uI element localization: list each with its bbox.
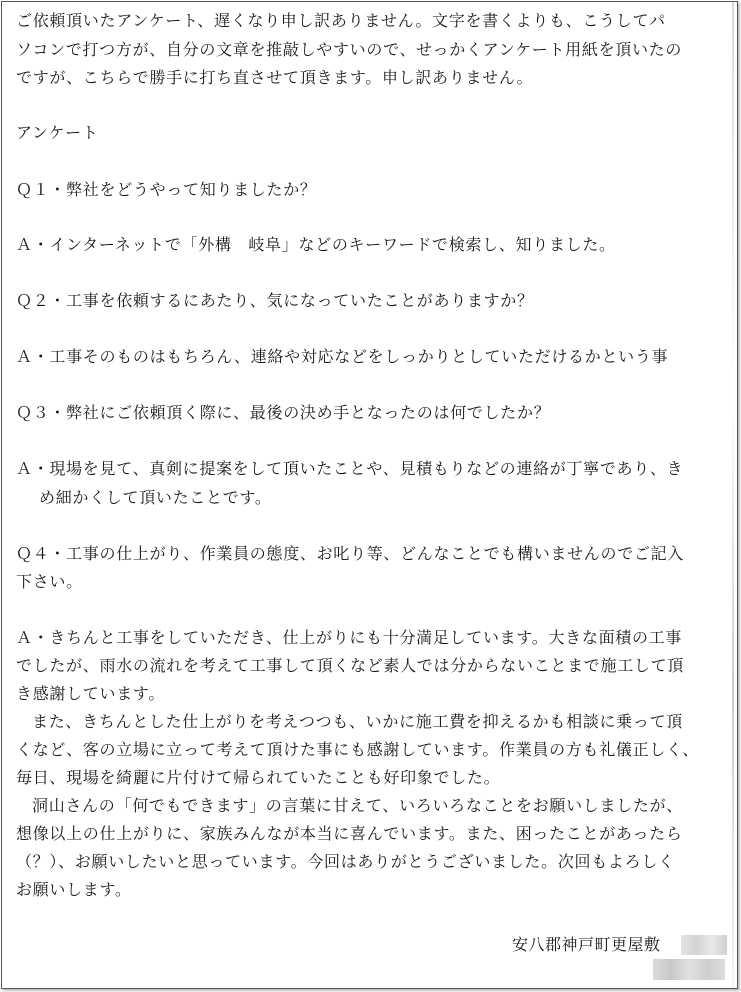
answer-4-line-1: Ａ・きちんと工事をしていただき、仕上がりにも十分満足しています。大きな面積の工事: [16, 628, 683, 647]
answer-4-line-9: （？）、お願いしたいと思っています。今回はありがとうございました。次回もよろしく: [16, 852, 675, 871]
answer-1: Ａ・インターネットで「外構 岐阜」などのキーワードで検索し、知りました。: [16, 235, 616, 254]
question-1: Ｑ１・弊社をどうやって知りましたか？: [16, 180, 317, 199]
answer-4-line-3: き感謝しています。: [16, 684, 166, 703]
answer-3-line-2: め細かくして頂いたことです。: [39, 488, 272, 507]
answer-4-line-5: くなど、客の立場に立って考えて頂けた事にも感謝しています。作業員の方も礼儀正しく、: [16, 740, 700, 759]
question-4-line-2: 下さい。: [16, 572, 83, 591]
question-3: Ｑ３・弊社にご依頼頂く際に、最後の決め手となったのは何でしたか？: [16, 403, 551, 422]
scan-edge-shading: [732, 2, 734, 988]
question-4-line-1: Ｑ４・工事の仕上がり、作業員の態度、お叱り等、どんなことでも構いませんのでご記入: [16, 544, 685, 563]
survey-letter-page: [1, 1, 738, 989]
redacted-name-block: [653, 959, 725, 980]
intro-line-2: ソコンで打つ方が、自分の文章を推敲しやすいので、せっかくアンケート用紙を頂いたの: [16, 40, 683, 59]
answer-4-line-6: 毎日、現場を綺麗に片付けて帰られていたことも好印象でした。: [16, 768, 501, 787]
answer-4-line-10: お願いします。: [16, 880, 132, 899]
intro-line-3: ですが、こちらで勝手に打ち直させて頂きます。申し訳ありません。: [16, 68, 534, 87]
answer-2: Ａ・工事そのものはもちろん、連絡や対応などをしっかりとしていただけるかという事: [16, 347, 669, 366]
answer-4-line-2: でしたが、雨水の流れを考えて工事して頂くなど素人では分からないことまで施工して頂: [16, 656, 685, 675]
question-2: Ｑ２・工事を依頼するにあたり、気になっていたことがありますか？: [16, 291, 534, 310]
survey-heading: アンケート: [16, 123, 99, 142]
answer-4-line-4: また、きちんとした仕上がりを考えつつも、いかに施工費を抑えるかも相談に乗って頂: [32, 712, 683, 731]
answer-4-line-8: 想像以上の仕上がりに、家族みんなが本当に喜んでいます。また、困ったことがあったら: [16, 824, 683, 843]
answer-3-line-1: Ａ・現場を見て、真剣に提案をして頂いたことや、見積もりなどの連絡が丁寧であり、き: [16, 459, 684, 478]
redacted-address-block: [681, 935, 727, 955]
signature-address: 安八郡神戸町更屋敷: [512, 935, 661, 954]
answer-4-line-7: 洞山さんの「何でもできます」の言葉に甘えて、いろいろなことをお願いしましたが、: [32, 796, 683, 815]
intro-line-1: ご依頼頂いたアンケート、遅くなり申し訳ありません。文字を書くよりも、こうしてパ: [16, 11, 666, 30]
